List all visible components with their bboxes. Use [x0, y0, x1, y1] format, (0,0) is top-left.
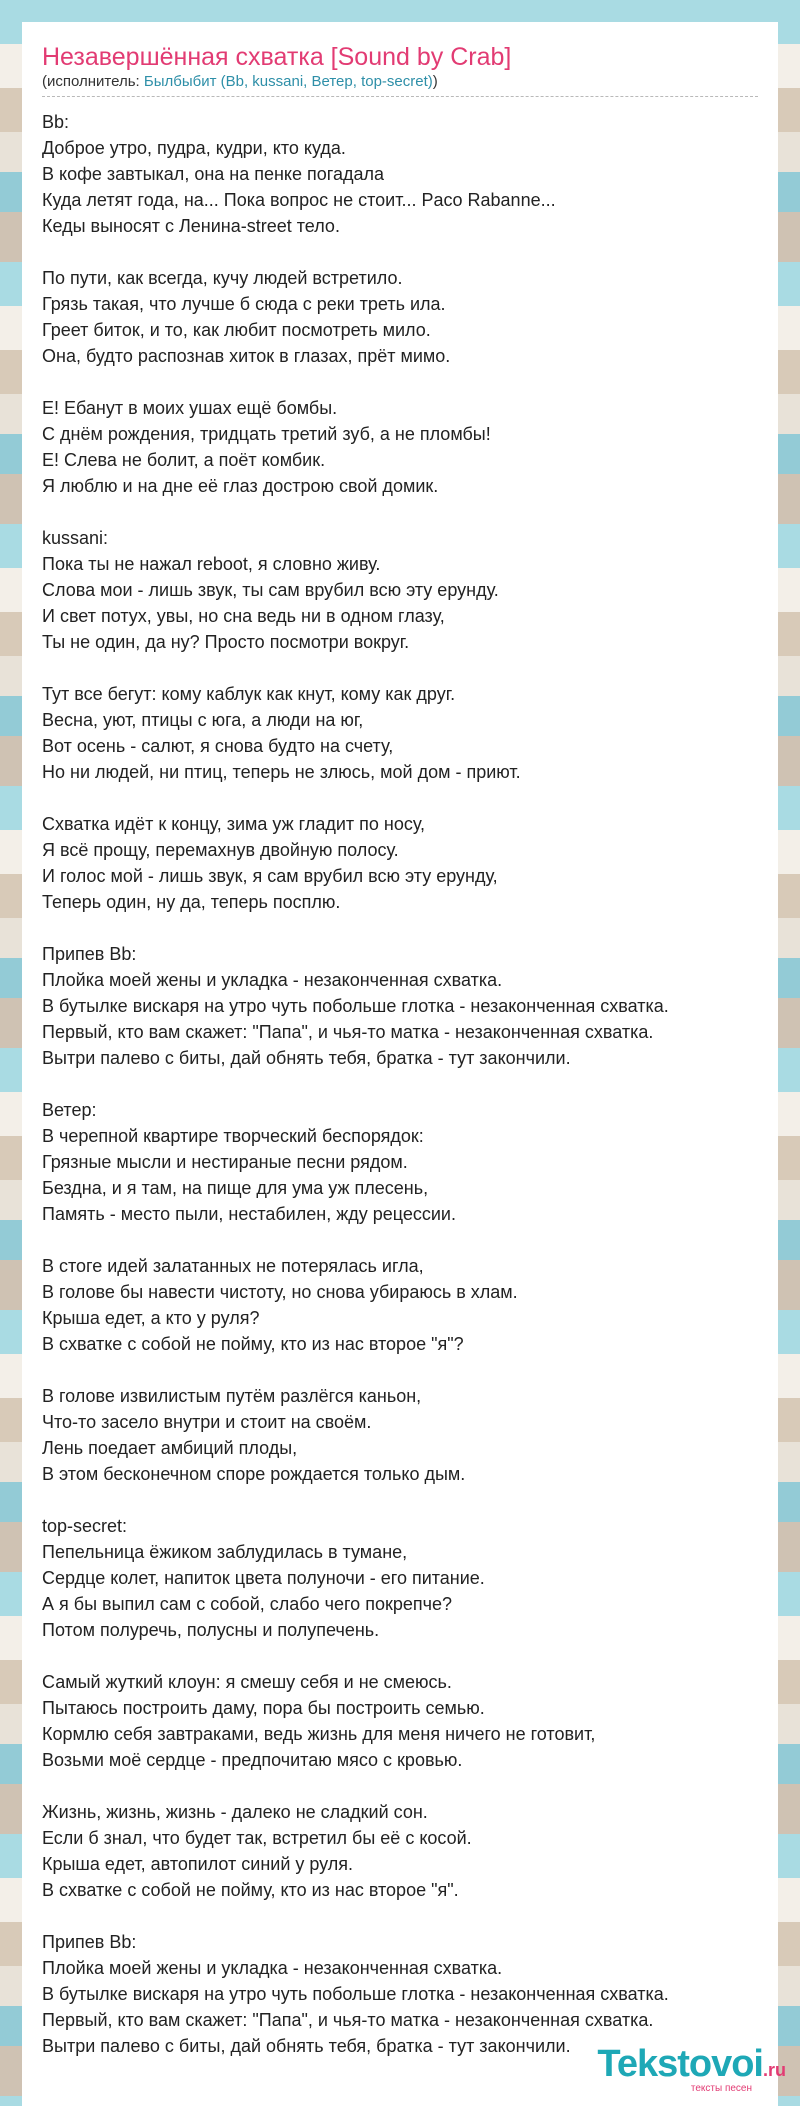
logo-text: Tekstovoi [597, 2043, 763, 2085]
song-title: Незавершённая схватка [Sound by Crab] [42, 43, 512, 71]
performers-prefix: (исполнитель: [42, 73, 144, 90]
logo-tld: .ru [762, 2060, 786, 2080]
site-logo[interactable] [597, 2044, 786, 2094]
lyrics-card [22, 22, 778, 2106]
performers-line [42, 72, 758, 97]
performers-suffix: ) [432, 73, 438, 90]
lyrics-text: Bb: Доброе утро, пудра, кудри, кто куда. В кофе завтыкал, она на пенке погадала Куда летят года, на... Пока вопрос не стоит... Paco Rabanne... Кеды выносят с Ленина-street тело. По пути, как всегда, кучу людей встретило. Грязь такая, что лучше б сюда с реки треть ила. Греет биток, и то, как любит посмотреть мило. Она, будто распознав хиток в глазах, прёт мимо. Е! Ебанут в моих ушах ещё бомбы. С днём рождения, тридцать третий зуб, а не пломбы! Е! Слева не болит, а поёт комбик. Я люблю и на дне её глаз дострою свой домик. kussani: Пока ты не нажал reboot, я словно живу. Слова мои - лишь звук, ты сам врубил всю эту ерунду. И свет потух, увы, но сна ведь ни в одном глазу, Ты не один, да ну? Просто посмотри вокруг. Тут все бегут: кому каблук как кнут, кому как друг. Весна, уют, птицы с юга, а люди на юг, Вот осень - салют, я снова будто на счету, Но ни людей, ни птиц, теперь не злюсь, мой дом - приют. Схватка идёт к концу, зима уж гладит по носу, Я всё прощу, перемахнув двойную полосу. И голос мой - лишь звук, я сам врубил всю эту ерунду, Теперь один, ну да, теперь посплю. Припев Bb: Плойка моей жены и укладка - незаконченная схватка. В бутылке вискаря на утро чуть побольше глотка - незаконченная схватка. Первый, кто вам скажет: "Папа", и чья-то матка - незаконченная схватка. Вытри палево с биты, дай обнять тебя, братка - тут закончили. Ветер: В черепной квартире творческий беспорядок: Грязные мысли и нестираные песни рядом. Бездна, и я там, на пище для ума уж плесень, Память - место пыли, нестабилен, жду рецессии. В стоге идей залатанных не потерялась игла, В голове бы навести чистоту, но снова убираюсь в хлам. Крыша едет, а кто у руля? В схватке с собой не пойму, кто из нас второе "я"? В голове извилистым путём разлёгся каньон, Что-то засело внутри и стоит на своём. Лень поедает амбиций плоды, В этом бесконечном споре рождается только дым. top-secret: Пепельница ёжиком заблудилась в тумане, Сердце колет, напиток цвета полуночи - его питание. А я бы выпил сам с собой, слабо чего покрепче? Потом полуречь, полусны и полупечень. Самый жуткий клоун: я смешу себя и не смеюсь. Пытаюсь построить даму, пора бы построить семью. Кормлю себя завтраками, ведь жизнь для меня ничего не готовит, Возьми моё сердце - предпочитаю мясо с кровью. Жизнь, жизнь, жизнь - далеко не сладкий сон. Если б знал, что будет так, встретил бы её с косой. Крыша едет, автопилот синий у руля. В схватке с собой не пойму, кто из нас второе "я". Припев Bb: Плойка моей жены и укладка - незаконченная схватка. В бутылке вискаря на утро чуть побольше глотка - незаконченная схватка. Первый, кто вам скажет: "Папа", и чья-то матка - незаконченная схватка. Вытри палево с биты, дай обнять тебя, братка - тут закончили. [42, 112, 669, 2056]
artist-link[interactable]: Былбыбит (Bb, kussani, Ветер, top-secret) [143, 73, 433, 90]
logo-subtitle: тексты песен [690, 2083, 752, 2094]
